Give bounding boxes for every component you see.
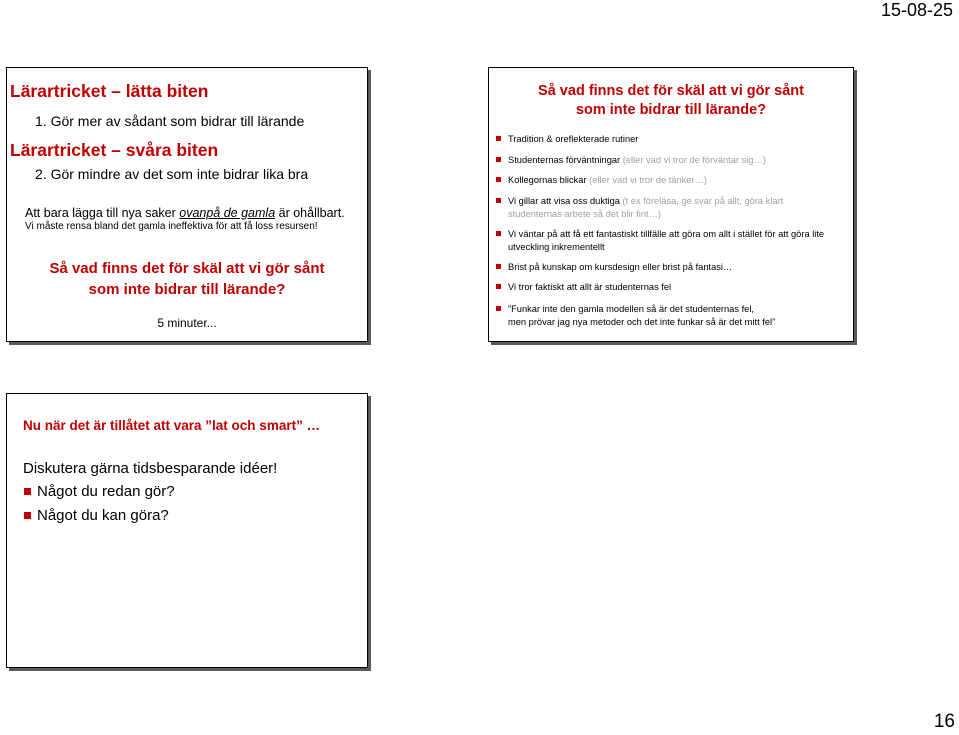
slide3-title: Nu när det är tillåtet att vara ”lat och smart” …	[23, 418, 321, 433]
slide2-bullet-8-line-2: men prövar jag nya metoder och det inte funkar så är det mitt fel”	[508, 316, 776, 327]
slide1-line-a	[25, 206, 345, 220]
slide1-question-line-2: som inte bidrar till lärande?	[88, 281, 286, 298]
slide2-bullet-3	[508, 174, 833, 187]
slide3-line-1: Diskutera gärna tidsbesparande idéer!	[23, 460, 278, 477]
slide1-time: 5 minuter...	[157, 316, 217, 330]
slide1-item-2: 2. Gör mindre av det som inte bidrar lika bra	[35, 166, 309, 182]
page-date: 15-08-25	[880, 0, 953, 20]
slide2-bullet-8	[508, 303, 833, 328]
slide2-bullet-3-note: (eller vad vi tror de tänker…)	[589, 175, 707, 185]
slide2-bullet-4-note: (t ex föreläsa, ge svar på allt, göra klart studenternas arbete så det blir fint…)	[508, 196, 784, 219]
slide3-bullet-2-text: Något du kan göra?	[37, 507, 169, 524]
slide1-title-1: Lärartricket – lätta biten	[10, 81, 209, 101]
slide3-bullet-2	[37, 507, 169, 524]
slide2-bullet-8-line-1: ”Funkar inte den gamla modellen så är det studenternas fel,	[508, 304, 754, 314]
slide1-title-2: Lärartricket – svåra biten	[10, 140, 219, 160]
slide2-bullet-2-main: Studenternas förväntningar	[508, 155, 623, 165]
slide-1	[6, 67, 368, 342]
bullet-square-icon	[24, 488, 31, 495]
slide1-line-a-post: är ohållbart.	[275, 206, 345, 220]
slide2-bullet-2-note: (eller vad vi tror de förväntar sig…)	[622, 155, 766, 165]
slide2-bullet-4	[508, 195, 833, 220]
slide1-item-1: 1. Gör mer av sådant som bidrar till lärande	[35, 113, 305, 129]
slide2-title-line-2: som inte bidrar till lärande?	[575, 102, 767, 118]
slide1-question	[7, 258, 367, 300]
slide1-question-line-1: Så vad finns det för skäl att vi gör sånt	[49, 260, 325, 277]
slide1-line-b: Vi måste rensa bland det gamla ineffektiva för att få loss resursen!	[25, 221, 318, 232]
slide2-bullet-5: Vi väntar på att få ett fantastiskt tillfälle att göra om allt i stället för att göra lite utveckling inkrementellt	[508, 228, 833, 253]
slide1-line-a-pre: Att bara lägga till nya saker	[25, 206, 180, 220]
slide2-title-line-1: Så vad finns det för skäl att vi gör sånt	[538, 83, 804, 99]
slide3-bullet-1	[37, 483, 175, 500]
slide-2	[488, 67, 854, 342]
slide-3	[6, 393, 368, 668]
slide2-bullet-2	[508, 154, 833, 167]
slide2-bullet-6: Brist på kunskap om kursdesign eller brist på fantasi…	[508, 261, 833, 274]
slide2-bullet-4-main: Vi gillar att visa oss duktiga	[508, 196, 623, 206]
page-number: 16	[933, 711, 955, 732]
slide2-title	[489, 82, 853, 120]
slide2-bullet-7: Vi tror faktiskt att allt är studenternas fel	[508, 281, 833, 294]
bullet-square-icon	[24, 512, 31, 519]
slide3-bullet-1-text: Något du redan gör?	[37, 483, 175, 500]
slide1-line-a-emphasis: ovanpå de gamla	[179, 206, 276, 220]
slide2-bullet-1: Tradition & oreflekterade rutiner	[508, 133, 833, 146]
slide2-bullet-3-main: Kollegornas blickar	[508, 175, 590, 185]
